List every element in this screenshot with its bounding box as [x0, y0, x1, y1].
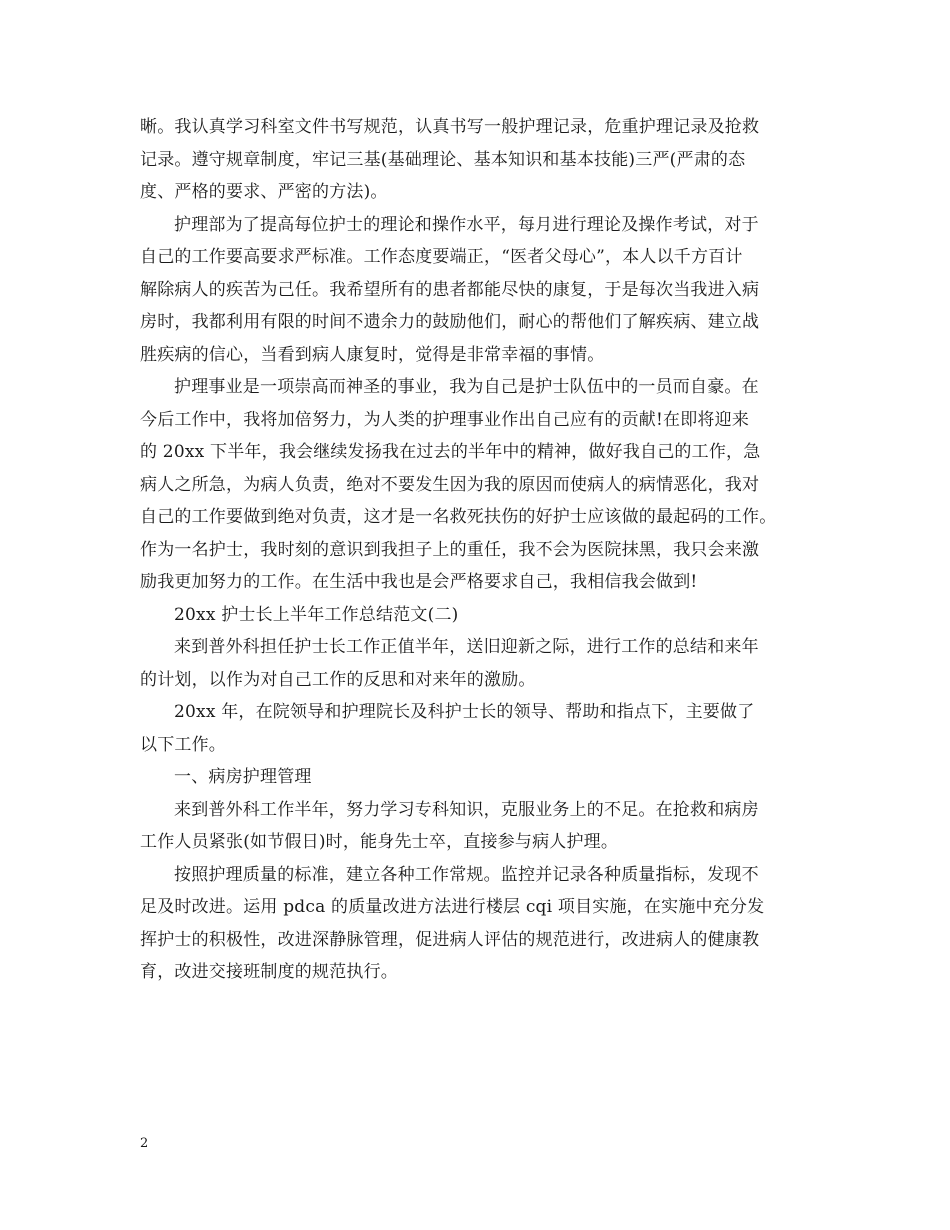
page-number: 2: [140, 1136, 149, 1151]
text-line: 足及时改进。运用 pdca 的质量改进方法进行楼层 cqi 项目实施，在实施中充分发: [140, 897, 765, 917]
text-line: 自己的工作要高要求严标准。工作态度要端正，“医者父母心”，本人以千方百计: [140, 247, 743, 267]
text-line: 今后工作中，我将加倍努力，为人类的护理事业作出自己应有的贡献!在即将迎来: [140, 409, 750, 430]
text-line: 度、严格的要求、严密的方法)。: [140, 182, 388, 202]
text-line: 育，改进交接班制度的规范执行。: [140, 962, 398, 982]
text-line: 的 20xx 下半年，我会继续发扬我在过去的半年中的精神，做好我自己的工作，急: [140, 442, 761, 462]
text-line: 一、病房护理管理: [174, 767, 312, 787]
text-line: 胜疾病的信心，当看到病人康复时，觉得是非常幸福的事情。: [140, 344, 605, 365]
text-line: 病人之所急，为病人负责，绝对不要发生因为我的原因而使病人的病情恶化，我对: [140, 474, 760, 495]
text-line: 护理部为了提高每位护士的理论和操作水平，每月进行理论及操作考试，对于: [174, 214, 759, 235]
text-line: 20xx 年，在院领导和护理院长及科护士长的领导、帮助和指点下，主要做了: [174, 702, 755, 722]
text-line: 工作人员紧张(如节假日)时，能身先士卒，直接参与病人护理。: [140, 832, 619, 852]
text-line: 来到普外科工作半年，努力学习专科知识，克服业务上的不足。在抢救和病房: [174, 799, 759, 820]
text-line: 记录。遵守规章制度，牢记三基(基础理论、基本知识和基本技能)三严(严肃的态: [140, 149, 746, 170]
text-line: 晰。我认真学习科室文件书写规范，认真书写一般护理记录，危重护理记录及抢救: [140, 117, 760, 137]
text-line: 挥护士的积极性，改进深静脉管理，促进病人评估的规范进行，改进病人的健康教: [140, 929, 760, 950]
text-line: 来到普外科担任护士长工作正值半年，送旧迎新之际，进行工作的总结和来年: [174, 637, 759, 657]
document-body: [140, 111, 840, 989]
text-line: 按照护理质量的标准，建立各种工作常规。监控并记录各种质量指标，发现不: [174, 864, 759, 885]
text-line: 解除病人的疾苦为己任。我希望所有的患者都能尽快的康复，于是每次当我进入病: [140, 279, 760, 300]
text-line: 的计划，以作为对自己工作的反思和对来年的激励。: [140, 669, 536, 690]
text-line: 自己的工作要做到绝对负责，这才是一名救死扶伤的好护士应该做的最起码的工作。: [140, 507, 777, 527]
text-line: 作为一名护士，我时刻的意识到我担子上的重任，我不会为医院抹黑，我只会来激: [140, 539, 760, 560]
text-line: 以下工作。: [140, 734, 226, 755]
text-line: 护理事业是一项崇高而神圣的事业，我为自己是护士队伍中的一员而自豪。在: [174, 377, 759, 397]
text-line: 励我更加努力的工作。在生活中我也是会严格要求自己，我相信我会做到!: [140, 572, 698, 592]
text-line: 20xx 护士长上半年工作总结范文(二): [174, 604, 459, 625]
text-line: 房时，我都利用有限的时间不遗余力的鼓励他们，耐心的帮他们了解疾病、建立战: [140, 312, 760, 332]
